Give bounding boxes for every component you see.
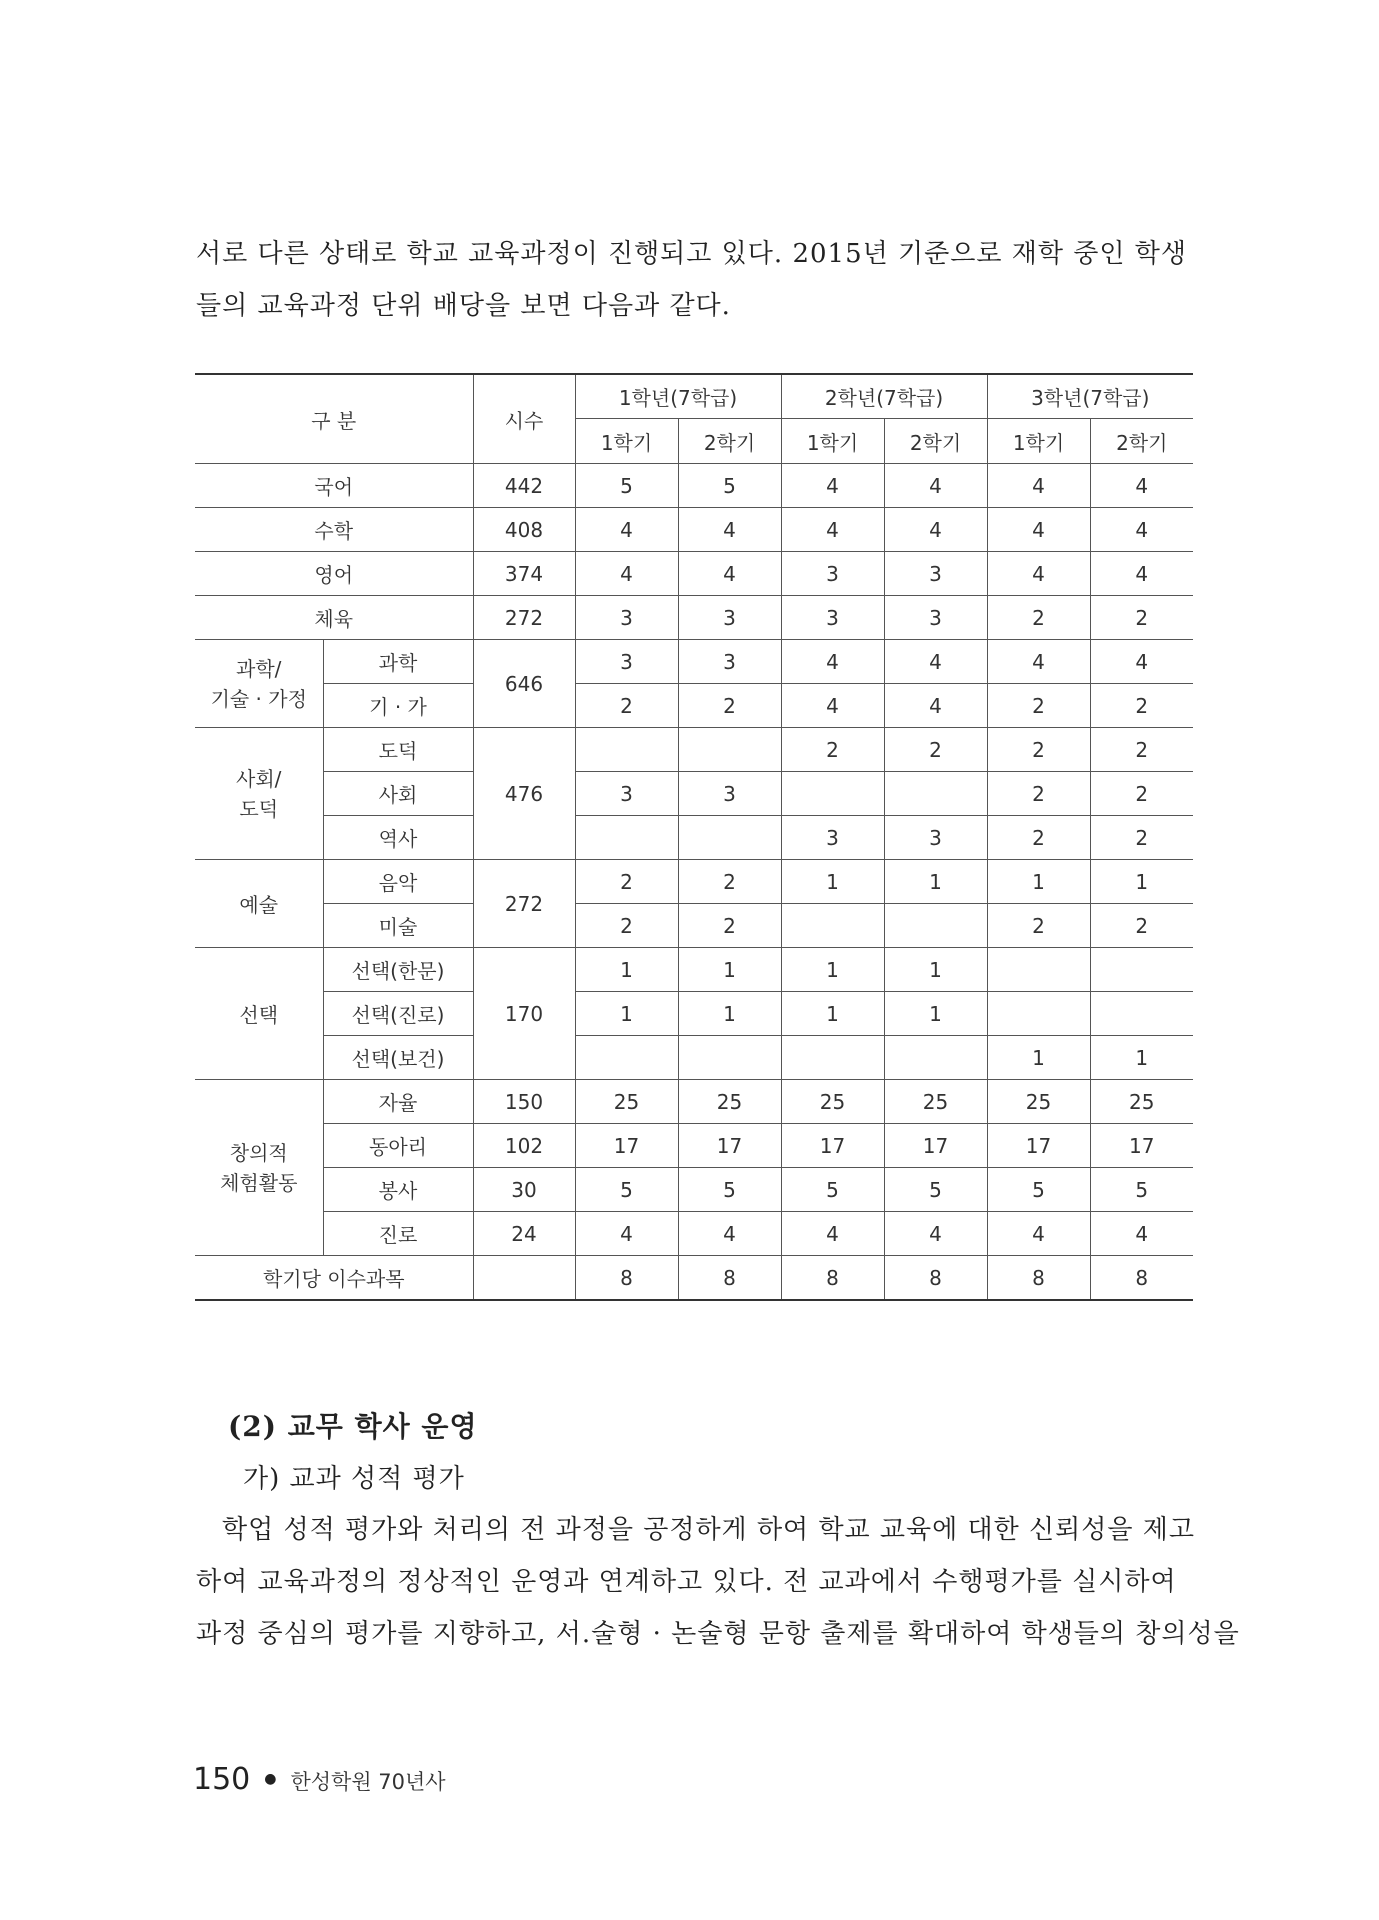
subject-label: 선택(진로) — [323, 992, 473, 1036]
row-math — [195, 508, 1193, 552]
value-cell: 2 — [781, 728, 884, 772]
group-label-social: 사회/ 도덕 — [195, 728, 323, 860]
value-cell: 1 — [678, 948, 781, 992]
group-label-scitech: 과학/ 기술 · 가정 — [195, 640, 323, 728]
value-cell: 4 — [1090, 508, 1193, 552]
value-cell: 2 — [575, 860, 678, 904]
row-per-term — [195, 1256, 1193, 1301]
value-cell: 3 — [781, 596, 884, 640]
intro-line-2: 들의 교육과정 단위 배당을 보면 다음과 같다. — [196, 291, 731, 321]
value-cell: 5 — [781, 1168, 884, 1212]
value-cell — [987, 992, 1090, 1036]
value-cell: 8 — [1090, 1256, 1193, 1301]
value-cell: 2 — [884, 728, 987, 772]
value-cell: 1 — [781, 992, 884, 1036]
row-science — [195, 640, 1193, 684]
row-creative-career — [195, 1212, 1193, 1256]
hours-cell: 150 — [473, 1080, 575, 1124]
subject-label: 음악 — [323, 860, 473, 904]
row-history — [195, 816, 1193, 860]
value-cell: 8 — [575, 1256, 678, 1301]
value-cell: 2 — [678, 860, 781, 904]
value-cell: 4 — [575, 508, 678, 552]
value-cell — [678, 728, 781, 772]
curriculum-table — [195, 373, 1193, 1301]
row-english — [195, 552, 1193, 596]
value-cell: 4 — [678, 508, 781, 552]
value-cell: 1 — [781, 860, 884, 904]
value-cell: 1 — [575, 992, 678, 1036]
page-footer — [193, 1762, 446, 1797]
page-number: 150 — [193, 1762, 251, 1797]
value-cell: 8 — [987, 1256, 1090, 1301]
subject-label: 선택(보건) — [323, 1036, 473, 1080]
value-cell: 4 — [1090, 1212, 1193, 1256]
body-line-3: 과정 중심의 평가를 지향하고, 서.술형 · 논술형 문항 출제를 확대하여 학생들의 창의성을 — [196, 1619, 1240, 1649]
value-cell: 4 — [884, 1212, 987, 1256]
section-title: (2) 교무 학사 운영 — [228, 1410, 478, 1443]
subject-label: 수학 — [195, 508, 473, 552]
value-cell — [781, 1036, 884, 1080]
header-semester: 1학기 — [781, 419, 884, 464]
row-creative-service — [195, 1168, 1193, 1212]
value-cell: 2 — [575, 904, 678, 948]
group-label-elective: 선택 — [195, 948, 323, 1080]
value-cell — [884, 772, 987, 816]
hours-cell: 102 — [473, 1124, 575, 1168]
hours-cell: 272 — [473, 596, 575, 640]
value-cell: 1 — [987, 1036, 1090, 1080]
value-cell: 2 — [1090, 728, 1193, 772]
row-ethics — [195, 728, 1193, 772]
value-cell — [575, 728, 678, 772]
hours-cell: 272 — [473, 860, 575, 948]
value-cell: 1 — [1090, 860, 1193, 904]
hours-cell: 408 — [473, 508, 575, 552]
row-pe — [195, 596, 1193, 640]
value-cell: 2 — [678, 684, 781, 728]
value-cell: 2 — [987, 684, 1090, 728]
value-cell — [678, 1036, 781, 1080]
subject-label: 학기당 이수과목 — [195, 1256, 473, 1301]
header-grade-3: 3학년(7학급) — [987, 374, 1193, 419]
subject-label: 과학 — [323, 640, 473, 684]
subject-label: 사회 — [323, 772, 473, 816]
body-line-2: 하여 교육과정의 정상적인 운영과 연계하고 있다. 전 교과에서 수행평가를 실시하여 — [196, 1567, 1177, 1597]
value-cell: 2 — [1090, 904, 1193, 948]
value-cell: 3 — [575, 772, 678, 816]
value-cell: 4 — [781, 1212, 884, 1256]
value-cell: 4 — [987, 1212, 1090, 1256]
subject-label: 선택(한문) — [323, 948, 473, 992]
value-cell: 3 — [678, 596, 781, 640]
value-cell: 5 — [1090, 1168, 1193, 1212]
value-cell: 4 — [678, 1212, 781, 1256]
value-cell: 3 — [884, 816, 987, 860]
hours-cell: 374 — [473, 552, 575, 596]
body-paragraph — [196, 1504, 1240, 1660]
subject-label: 도덕 — [323, 728, 473, 772]
value-cell: 25 — [1090, 1080, 1193, 1124]
value-cell: 4 — [884, 508, 987, 552]
bullet-icon: ● — [264, 1771, 277, 1787]
subject-label: 체육 — [195, 596, 473, 640]
value-cell: 2 — [1090, 816, 1193, 860]
subject-label: 자율 — [323, 1080, 473, 1124]
subject-label: 미술 — [323, 904, 473, 948]
subject-label: 진로 — [323, 1212, 473, 1256]
value-cell: 17 — [781, 1124, 884, 1168]
row-korean — [195, 464, 1193, 508]
value-cell: 1 — [1090, 1036, 1193, 1080]
row-creative-club — [195, 1124, 1193, 1168]
hours-cell: 24 — [473, 1212, 575, 1256]
value-cell: 1 — [884, 860, 987, 904]
value-cell: 3 — [678, 772, 781, 816]
value-cell: 8 — [884, 1256, 987, 1301]
value-cell: 4 — [781, 464, 884, 508]
value-cell — [1090, 948, 1193, 992]
value-cell: 5 — [575, 1168, 678, 1212]
value-cell: 2 — [575, 684, 678, 728]
value-cell: 25 — [884, 1080, 987, 1124]
value-cell: 1 — [884, 948, 987, 992]
value-cell: 4 — [987, 464, 1090, 508]
subsection-title: 가) 교과 성적 평가 — [243, 1464, 465, 1494]
value-cell: 4 — [781, 640, 884, 684]
value-cell: 4 — [1090, 464, 1193, 508]
row-art — [195, 904, 1193, 948]
book-title: 한성학원 70년사 — [290, 1770, 446, 1794]
value-cell: 2 — [1090, 596, 1193, 640]
hours-cell: 476 — [473, 728, 575, 860]
row-elective-career — [195, 992, 1193, 1036]
value-cell: 4 — [781, 684, 884, 728]
value-cell: 2 — [1090, 684, 1193, 728]
header-grade-2: 2학년(7학급) — [781, 374, 987, 419]
value-cell: 5 — [884, 1168, 987, 1212]
value-cell: 3 — [575, 640, 678, 684]
value-cell: 1 — [781, 948, 884, 992]
value-cell: 17 — [678, 1124, 781, 1168]
subject-label: 국어 — [195, 464, 473, 508]
value-cell: 3 — [575, 596, 678, 640]
value-cell: 3 — [678, 640, 781, 684]
row-music — [195, 860, 1193, 904]
value-cell: 1 — [884, 992, 987, 1036]
row-elective-health — [195, 1036, 1193, 1080]
subject-label: 기 · 가 — [323, 684, 473, 728]
value-cell — [575, 1036, 678, 1080]
row-society — [195, 772, 1193, 816]
value-cell: 17 — [575, 1124, 678, 1168]
header-semester: 2학기 — [1090, 419, 1193, 464]
value-cell: 8 — [678, 1256, 781, 1301]
value-cell — [575, 816, 678, 860]
header-hours: 시수 — [473, 374, 575, 464]
hours-cell: 30 — [473, 1168, 575, 1212]
value-cell: 3 — [884, 596, 987, 640]
value-cell: 4 — [987, 552, 1090, 596]
value-cell: 2 — [987, 728, 1090, 772]
header-semester: 2학기 — [678, 419, 781, 464]
value-cell: 2 — [987, 904, 1090, 948]
value-cell — [1090, 992, 1193, 1036]
value-cell: 1 — [575, 948, 678, 992]
value-cell: 17 — [987, 1124, 1090, 1168]
value-cell: 4 — [1090, 552, 1193, 596]
value-cell — [781, 904, 884, 948]
subject-label: 봉사 — [323, 1168, 473, 1212]
header-category: 구 분 — [195, 374, 473, 464]
value-cell: 2 — [1090, 772, 1193, 816]
value-cell: 4 — [987, 508, 1090, 552]
header-row-1 — [195, 374, 1193, 419]
value-cell: 8 — [781, 1256, 884, 1301]
value-cell: 25 — [781, 1080, 884, 1124]
group-label-creative: 창의적 체험활동 — [195, 1080, 323, 1256]
value-cell: 1 — [678, 992, 781, 1036]
intro-line-1: 서로 다른 상태로 학교 교육과정이 진행되고 있다. 2015년 기준으로 재학 중인 학생 — [196, 239, 1187, 269]
value-cell: 4 — [781, 508, 884, 552]
hours-cell — [473, 1256, 575, 1301]
value-cell: 5 — [678, 464, 781, 508]
value-cell: 25 — [575, 1080, 678, 1124]
value-cell — [678, 816, 781, 860]
value-cell: 5 — [678, 1168, 781, 1212]
header-semester: 1학기 — [575, 419, 678, 464]
body-line-1: 학업 성적 평가와 처리의 전 과정을 공정하게 하여 학교 교육에 대한 신뢰성을 제고 — [222, 1515, 1196, 1545]
value-cell — [987, 948, 1090, 992]
row-creative-auto — [195, 1080, 1193, 1124]
value-cell: 4 — [575, 552, 678, 596]
header-grade-1: 1학년(7학급) — [575, 374, 781, 419]
value-cell: 25 — [987, 1080, 1090, 1124]
row-techhome — [195, 684, 1193, 728]
subject-label: 역사 — [323, 816, 473, 860]
value-cell: 2 — [987, 772, 1090, 816]
value-cell: 25 — [678, 1080, 781, 1124]
value-cell: 1 — [987, 860, 1090, 904]
value-cell: 3 — [781, 816, 884, 860]
value-cell: 4 — [884, 684, 987, 728]
row-elective-hanmun — [195, 948, 1193, 992]
intro-paragraph — [196, 228, 1187, 332]
value-cell: 2 — [987, 596, 1090, 640]
value-cell: 4 — [575, 1212, 678, 1256]
hours-cell: 170 — [473, 948, 575, 1080]
group-label-arts: 예술 — [195, 860, 323, 948]
hours-cell: 646 — [473, 640, 575, 728]
value-cell: 17 — [884, 1124, 987, 1168]
subject-label: 동아리 — [323, 1124, 473, 1168]
value-cell: 3 — [884, 552, 987, 596]
value-cell — [884, 1036, 987, 1080]
value-cell — [884, 904, 987, 948]
value-cell: 5 — [575, 464, 678, 508]
value-cell: 4 — [884, 464, 987, 508]
value-cell: 4 — [987, 640, 1090, 684]
value-cell: 4 — [884, 640, 987, 684]
value-cell: 4 — [678, 552, 781, 596]
value-cell: 17 — [1090, 1124, 1193, 1168]
header-semester: 1학기 — [987, 419, 1090, 464]
value-cell: 3 — [781, 552, 884, 596]
subject-label: 영어 — [195, 552, 473, 596]
hours-cell: 442 — [473, 464, 575, 508]
value-cell: 4 — [1090, 640, 1193, 684]
value-cell — [781, 772, 884, 816]
value-cell: 2 — [678, 904, 781, 948]
value-cell: 2 — [987, 816, 1090, 860]
header-semester: 2학기 — [884, 419, 987, 464]
value-cell: 5 — [987, 1168, 1090, 1212]
